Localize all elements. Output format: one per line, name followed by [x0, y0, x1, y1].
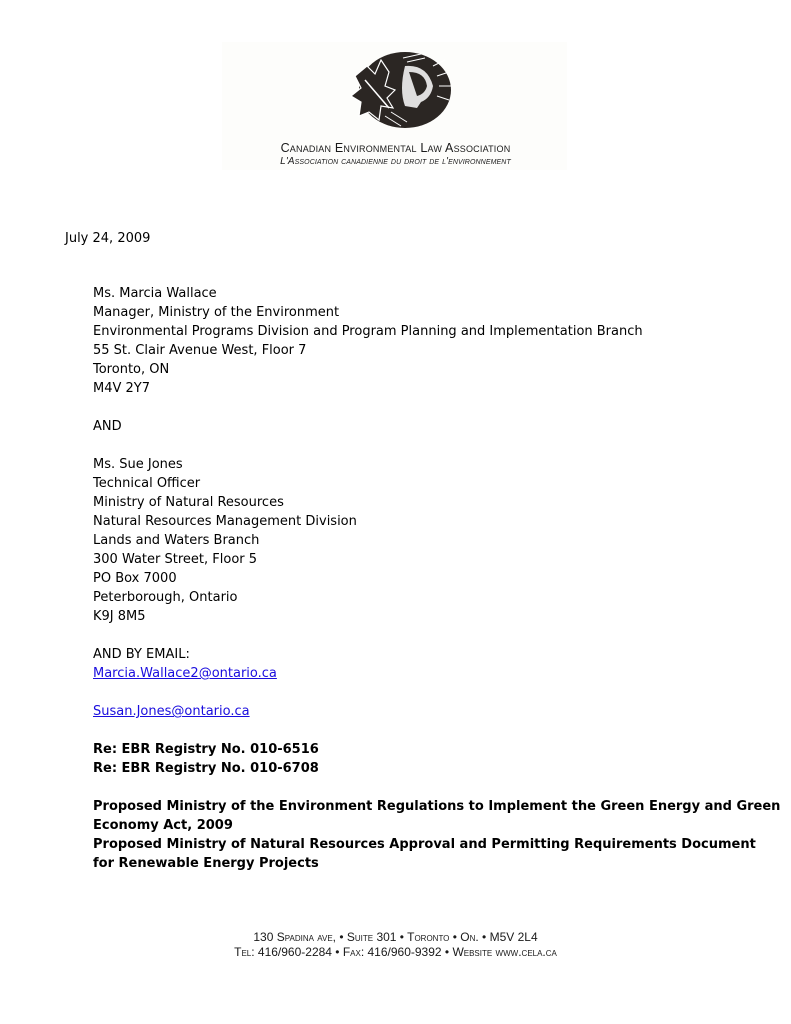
address-line: Manager, Ministry of the Environment	[93, 305, 340, 320]
email-link-susan[interactable]: Susan.Jones@ontario.ca	[93, 704, 250, 719]
re-lines	[93, 740, 319, 778]
address-line: Peterborough, Ontario	[93, 590, 238, 605]
footer-address: 130 Spadina ave, • Suite 301 • Toronto • On. • M5V 2L4	[253, 930, 538, 944]
subject-line: Proposed Ministry of the Environment Regulations to Implement the Green Energy and Green	[93, 799, 781, 814]
address-line: 55 St. Clair Avenue West, Floor 7	[93, 343, 307, 358]
org-name-fr: L'Association canadienne du droit de l'environnement	[280, 156, 511, 167]
cela-logo-icon	[345, 46, 455, 138]
subject-line: Proposed Ministry of Natural Resources Approval and Permitting Requirements Document	[93, 837, 756, 852]
address-line: Ms. Sue Jones	[93, 457, 183, 472]
address-line: Ms. Marcia Wallace	[93, 286, 217, 301]
address-line: Environmental Programs Division and Program Planning and Implementation Branch	[93, 324, 643, 339]
email-label: AND BY EMAIL:	[93, 647, 190, 662]
org-name-en: Canadian Environmental Law Association	[280, 141, 511, 155]
email-section	[93, 645, 277, 721]
address-line: Lands and Waters Branch	[93, 533, 260, 548]
and-label: AND	[93, 419, 122, 434]
recipient-address-2	[93, 455, 357, 626]
address-line: Technical Officer	[93, 476, 201, 491]
address-line: Natural Resources Management Division	[93, 514, 357, 529]
re-line: Re: EBR Registry No. 010-6708	[93, 761, 319, 776]
footer-contact: Tel: 416/960-2284 • Fax: 416/960-9392 • Website www.cela.ca	[234, 945, 557, 959]
address-line: PO Box 7000	[93, 571, 177, 586]
address-line: 300 Water Street, Floor 5	[93, 552, 258, 567]
address-line: Ministry of Natural Resources	[93, 495, 284, 510]
subject-line: for Renewable Energy Projects	[93, 856, 319, 871]
recipient-address-1	[93, 284, 643, 398]
subject-line: Economy Act, 2009	[93, 818, 233, 833]
letter-date: July 24, 2009	[65, 231, 151, 246]
address-line: Toronto, ON	[93, 362, 170, 377]
address-line: K9J 8M5	[93, 609, 146, 624]
address-line: M4V 2Y7	[93, 381, 150, 396]
email-link-marcia[interactable]: Marcia.Wallace2@ontario.ca	[93, 666, 277, 681]
re-line: Re: EBR Registry No. 010-6516	[93, 742, 319, 757]
subject	[93, 797, 780, 873]
